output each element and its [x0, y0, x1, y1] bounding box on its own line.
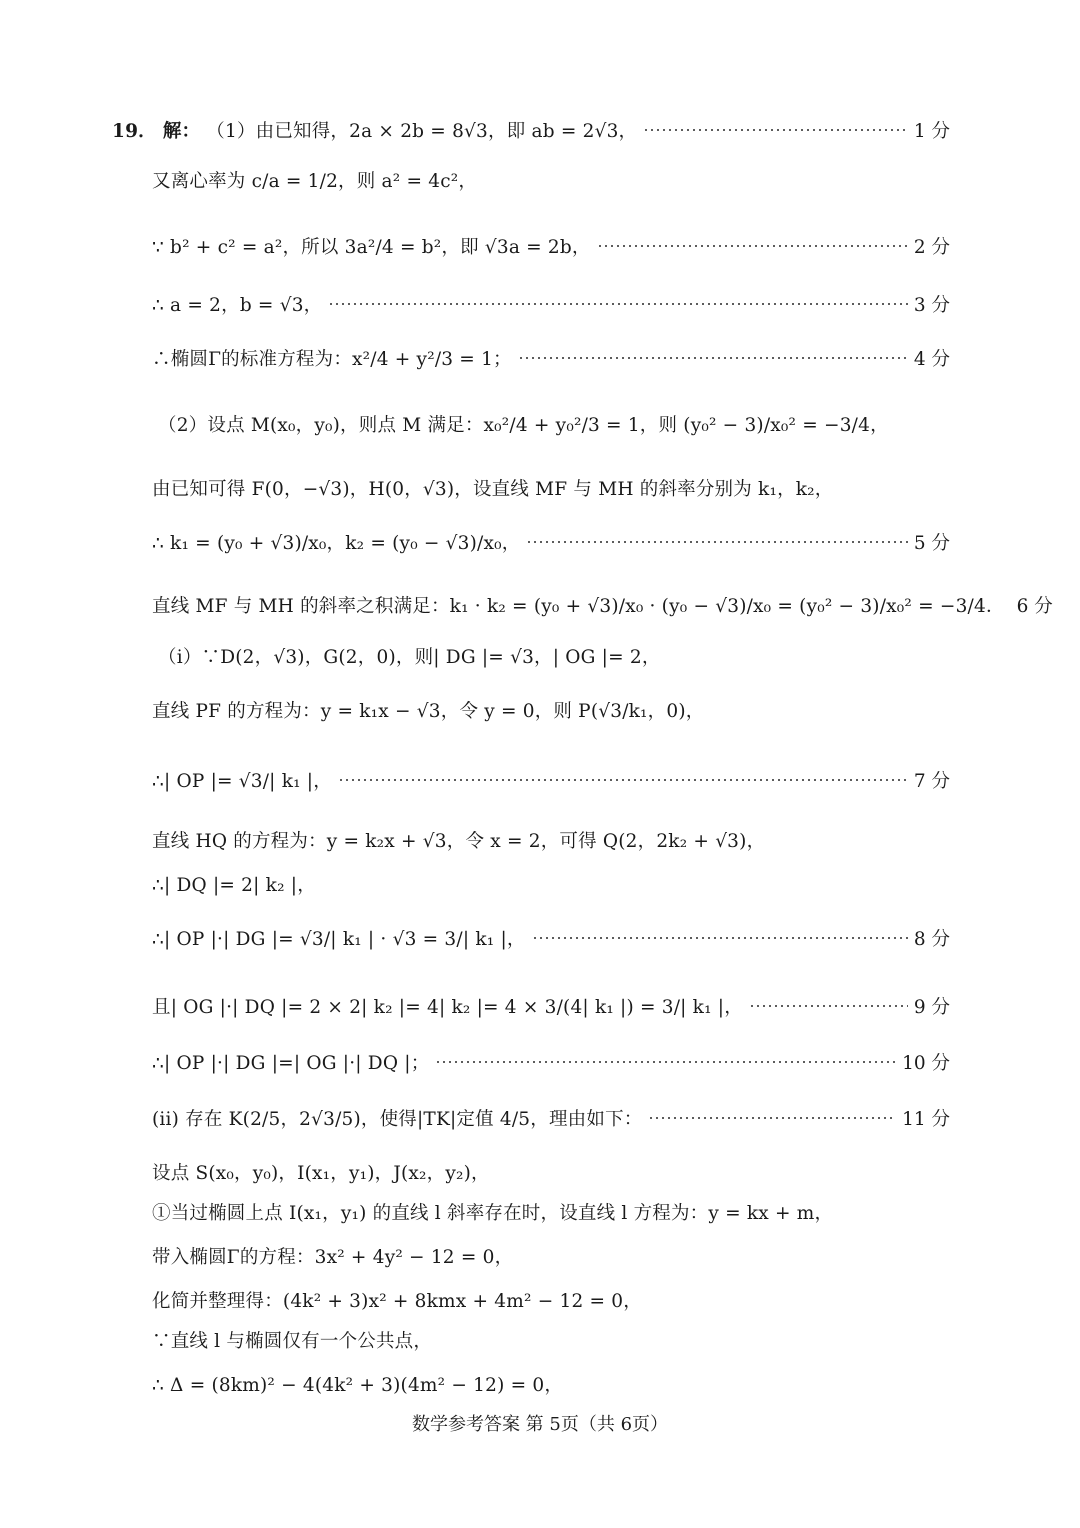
line-text: 又离心率为 c/a = 1/2，则 a² = 4c²，	[152, 171, 478, 192]
line-text: 由已知可得 F(0，−√3)，H(0，√3)，设直线 MF 与 MH 的斜率分别为 k₁，k₂，	[152, 479, 834, 500]
solution-line	[152, 224, 950, 268]
solution-line	[152, 916, 950, 960]
dot-leader	[435, 1061, 896, 1063]
solution-line	[152, 1096, 950, 1140]
solution-line	[152, 1234, 950, 1278]
solve-label: 解：	[162, 121, 201, 142]
score-marker: 3 分	[913, 295, 950, 316]
solution-line	[152, 1190, 950, 1234]
line-text: （i）∵D(2，√3)，G(2，0)，则| DG |= √3，| OG |= 2，	[158, 647, 661, 668]
solution-line	[112, 108, 950, 152]
dot-leader	[532, 937, 908, 939]
line-text: ∵ b² + c² = a²，所以 3a²/4 = b²，即 √3a = 2b，	[152, 237, 591, 258]
line-text: 设点 S(x₀，y₀)，I(x₁，y₁)，J(x₂，y₂)，	[152, 1163, 490, 1184]
solution-line	[158, 402, 950, 446]
solution-line	[152, 1278, 950, 1322]
solution-line	[152, 466, 950, 510]
solution-line	[152, 1040, 950, 1084]
solution-line	[158, 634, 950, 678]
line-text: （1）由已知得，2a × 2b = 8√3，即 ab = 2√3，	[206, 121, 638, 142]
solution-line	[152, 282, 950, 326]
line-text: ∴| OP |= √3/| k₁ |，	[152, 771, 332, 792]
line-text: 直线 PF 的方程为：y = k₁x − √3，令 y = 0，则 P(√3/k₁，0)，	[152, 701, 705, 722]
score-marker: 6 分	[1016, 596, 1053, 617]
line-text: ∴| DQ |= 2| k₂ |，	[152, 875, 316, 896]
dot-leader	[643, 129, 908, 131]
score-marker: 4 分	[913, 349, 950, 370]
dot-leader	[518, 357, 908, 359]
line-text: ∴椭圆Γ的标准方程为：x²/4 + y²/3 = 1；	[152, 349, 512, 370]
score-marker: 7 分	[913, 771, 950, 792]
dot-leader	[597, 245, 908, 247]
score-marker: 2 分	[913, 237, 950, 258]
line-text: 直线 MF 与 MH 的斜率之积满足：k₁ · k₂ = (y₀ + √3)/x₀ · (y₀ − √3)/x₀ = (y₀² − 3)/x₀² = −3/4．	[152, 596, 1005, 617]
solution-line	[152, 862, 950, 906]
solution-line	[152, 1318, 950, 1362]
score-marker: 5 分	[913, 533, 950, 554]
line-text: ∴| OP |·| DG |= √3/| k₁ | · √3 = 3/| k₁ |，	[152, 929, 526, 950]
question-number: 19．	[112, 121, 157, 142]
line-text: 且| OG |·| DQ |= 2 × 2| k₂ |= 4| k₂ |= 4 × 3/(4| k₁ |) = 3/| k₁ |，	[152, 997, 743, 1018]
dot-leader	[526, 541, 907, 543]
line-text: ∵直线 l 与椭圆仅有一个公共点，	[152, 1331, 433, 1352]
solution-line	[152, 758, 950, 802]
dot-leader	[749, 1005, 908, 1007]
line-text: ∴ k₁ = (y₀ + √3)/x₀，k₂ = (y₀ − √3)/x₀，	[152, 533, 521, 554]
score-marker: 8 分	[913, 929, 950, 950]
dot-leader	[328, 303, 907, 305]
solution-line	[152, 984, 950, 1028]
solution-line	[152, 688, 950, 732]
line-text: ∴ a = 2，b = √3，	[152, 295, 323, 316]
solution-line	[152, 818, 950, 862]
dot-leader	[648, 1117, 896, 1119]
line-text: (ii) 存在 K(2/5，2√3/5)，使得|TK|定值 4/5，理由如下：	[152, 1109, 643, 1130]
line-text: 带入椭圆Γ的方程：3x² + 4y² − 12 = 0，	[152, 1247, 514, 1268]
score-marker: 9 分	[913, 997, 950, 1018]
score-marker: 10 分	[902, 1053, 950, 1074]
line-text: 直线 HQ 的方程为：y = k₂x + √3，令 x = 2，可得 Q(2，2k₂ + √3)，	[152, 831, 766, 852]
solution-line	[152, 520, 950, 564]
line-text: 化简并整理得：(4k² + 3)x² + 8kmx + 4m² − 12 = 0，	[152, 1291, 642, 1312]
solution-line	[152, 1150, 950, 1194]
score-marker: 11 分	[902, 1109, 950, 1130]
score-marker: 1 分	[913, 121, 950, 142]
page-footer: 数学参考答案 第 5页（共 6页）	[411, 1414, 669, 1435]
line-text: ①当过椭圆上点 I(x₁，y₁) 的直线 l 斜率存在时，设直线 l 方程为：y = kx + m，	[152, 1203, 834, 1224]
line-text: ∴ Δ = (8km)² − 4(4k² + 3)(4m² − 12) = 0，	[152, 1375, 564, 1396]
solution-line	[152, 583, 1053, 627]
solution-line	[152, 158, 950, 202]
line-text: ∴| OP |·| DG |=| OG |·| DQ |；	[152, 1053, 430, 1074]
solution-line	[152, 336, 950, 380]
line-text: （2）设点 M(x₀，y₀)，则点 M 满足：x₀²/4 + y₀²/3 = 1，则 (y₀² − 3)/x₀² = −3/4，	[158, 415, 889, 436]
dot-leader	[338, 779, 908, 781]
solution-line	[152, 1362, 950, 1406]
